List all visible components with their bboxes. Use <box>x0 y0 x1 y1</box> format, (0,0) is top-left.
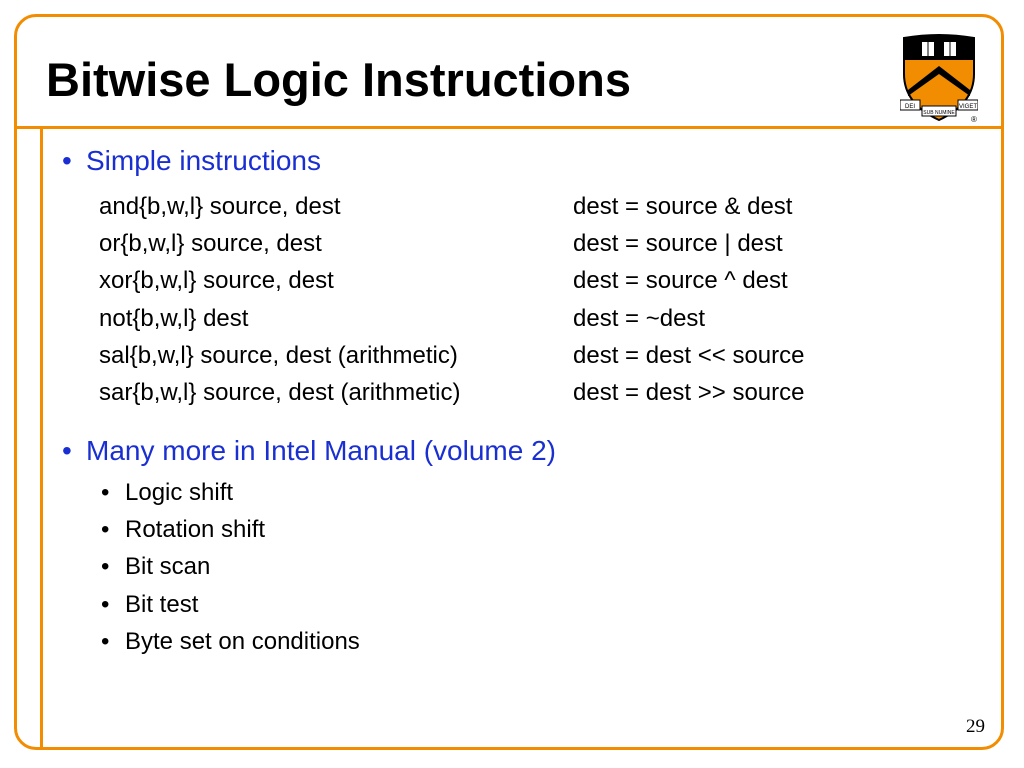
registered-mark: ® <box>971 115 977 122</box>
list-item <box>101 479 233 507</box>
bullet-dot: • <box>101 516 110 543</box>
bullet-dot: • <box>101 591 110 618</box>
list-item-label: Logic shift <box>125 479 234 506</box>
title-divider <box>14 126 1004 129</box>
meaning-sal: dest = dest << source <box>573 342 805 369</box>
bullet-dot: • <box>62 435 72 466</box>
list-item <box>101 591 198 619</box>
list-item-label: Rotation shift <box>125 516 266 543</box>
instruction-or: or{b,w,l} source, dest <box>99 230 322 257</box>
list-item <box>101 516 265 544</box>
instruction-not: not{b,w,l} dest <box>99 305 249 332</box>
slide-title: Bitwise Logic Instructions <box>46 53 631 106</box>
logo-ribbon-right: VIGET <box>958 104 978 110</box>
left-divider <box>40 126 43 750</box>
bullet-dot: • <box>62 145 72 176</box>
list-item-label: Bit test <box>125 591 199 618</box>
meaning-and: dest = source & dest <box>573 193 793 220</box>
list-item <box>101 553 210 581</box>
instruction-and: and{b,w,l} source, dest <box>99 193 341 220</box>
bullet-intel-manual <box>62 435 556 467</box>
bullet-dot: • <box>101 479 110 506</box>
instruction-sar: sar{b,w,l} source, dest (arithmetic) <box>99 379 461 406</box>
list-item-label: Byte set on conditions <box>125 628 360 655</box>
page-number: 29 <box>966 716 985 737</box>
section1-heading: Simple instructions <box>86 145 321 176</box>
meaning-sar: dest = dest >> source <box>573 379 805 406</box>
bullet-dot: • <box>101 628 110 655</box>
bullet-simple-instructions <box>62 145 321 177</box>
meaning-or: dest = source | dest <box>573 230 783 257</box>
list-item-label: Bit scan <box>125 553 211 580</box>
logo-ribbon-left: DEI <box>904 104 916 110</box>
bullet-dot: • <box>101 553 110 580</box>
meaning-not: dest = ~dest <box>573 305 706 332</box>
section2-heading: Many more in Intel Manual (volume 2) <box>86 435 556 466</box>
meaning-xor: dest = source ^ dest <box>573 267 788 294</box>
princeton-shield-icon <box>900 30 978 122</box>
instruction-sal: sal{b,w,l} source, dest (arithmetic) <box>99 342 458 369</box>
list-item <box>101 628 360 656</box>
instruction-xor: xor{b,w,l} source, dest <box>99 267 334 294</box>
logo-ribbon-center: SUB NUMINE <box>923 110 955 116</box>
